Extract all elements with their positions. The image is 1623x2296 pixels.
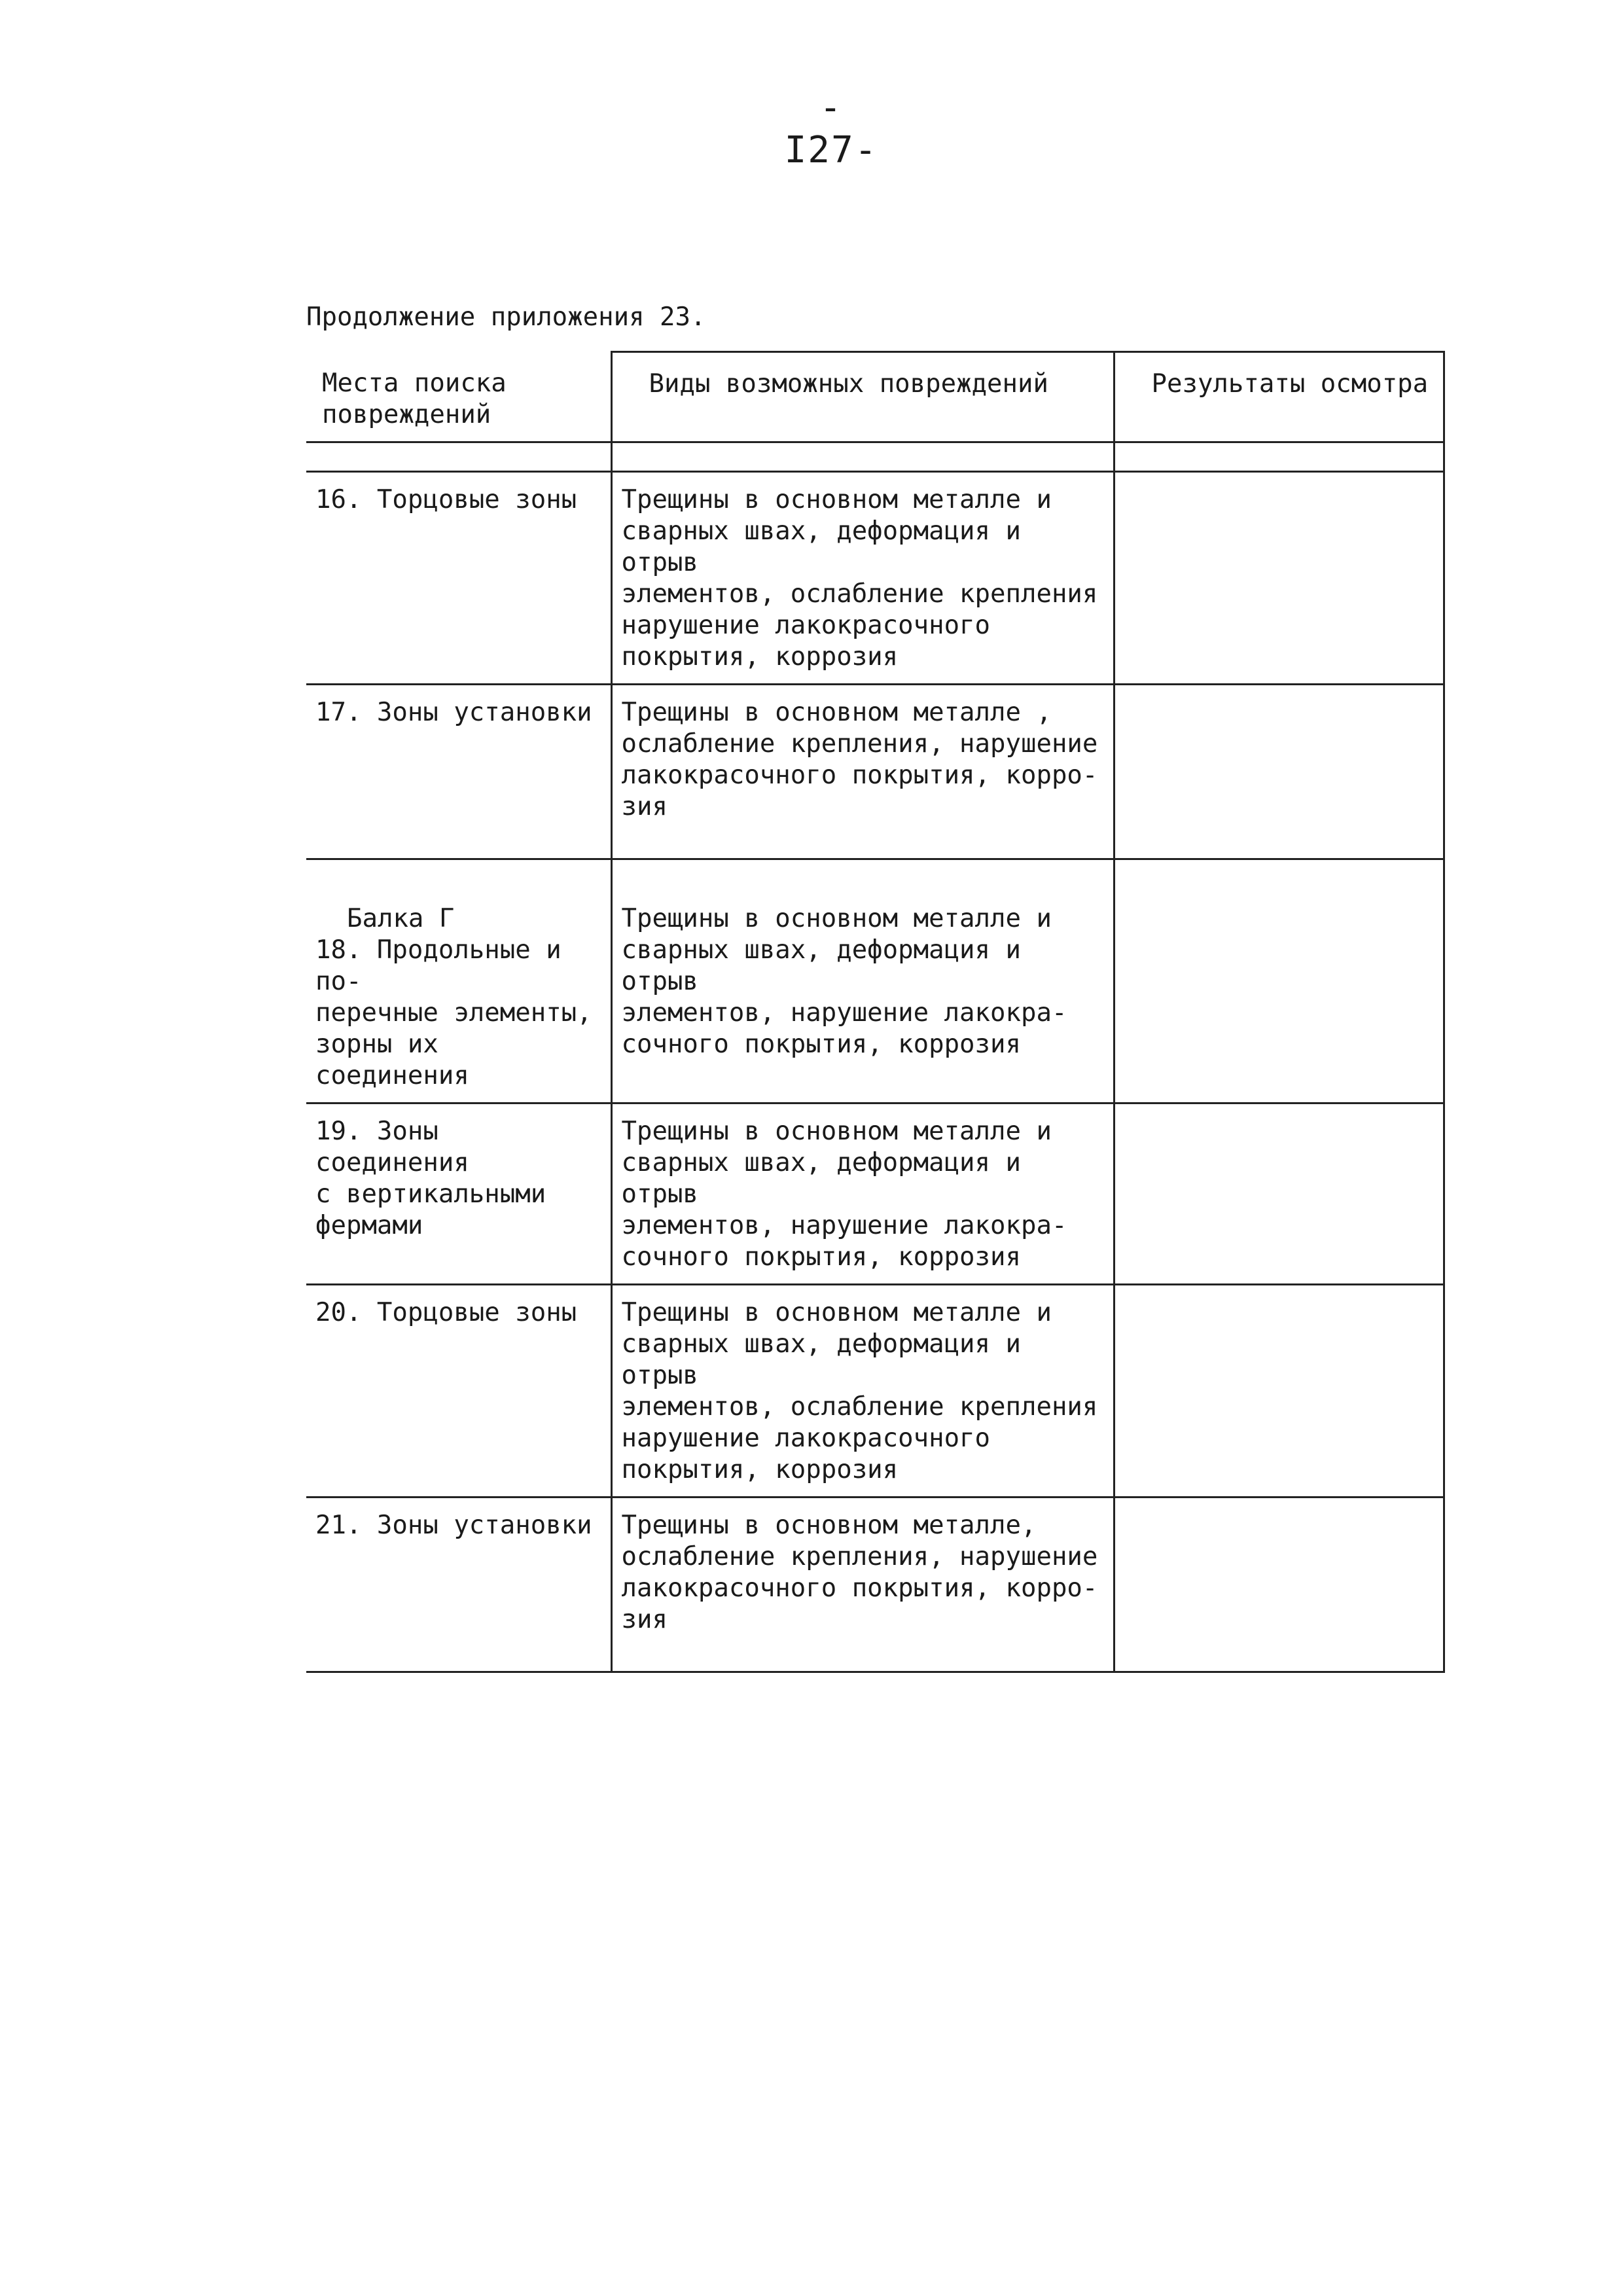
table-row xyxy=(306,471,1444,684)
row-location: 19. Зоны соединения с вертикальными фермами xyxy=(306,1103,611,1284)
header-results: Результаты осмотра xyxy=(1114,352,1444,442)
spacer-cell xyxy=(611,442,1114,471)
group-label: Балка Г xyxy=(347,903,455,933)
header-damage: Виды возможных повреждений xyxy=(611,352,1114,442)
row-location: 20. Торцовые зоны xyxy=(306,1284,611,1497)
row-damage: Трещины в основном металле и сварных швах, деформация и отрыв элементов, ослабление крепления нарушение лакокрасочного покрытия, коррозия xyxy=(611,1284,1114,1497)
spacer-cell xyxy=(1114,442,1444,471)
row-result xyxy=(1114,1103,1444,1284)
table-spacer-row xyxy=(306,442,1444,471)
table-row xyxy=(306,1497,1444,1672)
table-row xyxy=(306,859,1444,1103)
table-row xyxy=(306,1103,1444,1284)
table-header-row xyxy=(306,352,1444,442)
table-row xyxy=(306,1284,1444,1497)
spacer-cell xyxy=(306,442,611,471)
row-location: 16. Торцовые зоны xyxy=(306,471,611,684)
inspection-table xyxy=(306,351,1445,1673)
row-result xyxy=(1114,684,1444,859)
table-row xyxy=(306,684,1444,859)
row-location: 18. Продольные и по- перечные элементы, зорны их соединения xyxy=(315,935,592,1090)
row-damage: Трещины в основном металле и сварных швах, деформация и отрыв элементов, ослабление крепления нарушение лакокрасочного покрытия, коррозия xyxy=(611,471,1114,684)
row-result xyxy=(1114,1497,1444,1672)
page-number: -I27- xyxy=(784,86,878,171)
table-caption: Продолжение приложения 23. xyxy=(306,302,706,332)
row-result xyxy=(1114,1284,1444,1497)
row-damage: Трещины в основном металле, ослабление крепления, нарушение лакокрасочного покрытия, корро- зия xyxy=(611,1497,1114,1672)
row-result xyxy=(1114,859,1444,1103)
row-damage: Трещины в основном металле и сварных швах, деформация и отрыв элементов, нарушение лакокра- сочного покрытия, коррозия xyxy=(611,1103,1114,1284)
row-damage: Трещины в основном металле , ослабление крепления, нарушение лакокрасочного покрытия, корро- зия xyxy=(611,684,1114,859)
row-damage: Трещины в основном металле и сварных швах, деформация и отрыв элементов, нарушение лакокра- сочного покрытия, коррозия xyxy=(611,859,1114,1103)
row-location-group xyxy=(306,859,611,1103)
row-location: 17. Зоны установки xyxy=(306,684,611,859)
row-result xyxy=(1114,471,1444,684)
header-location: Места поиска повреждений xyxy=(306,352,611,442)
row-location: 21. Зоны установки xyxy=(306,1497,611,1672)
